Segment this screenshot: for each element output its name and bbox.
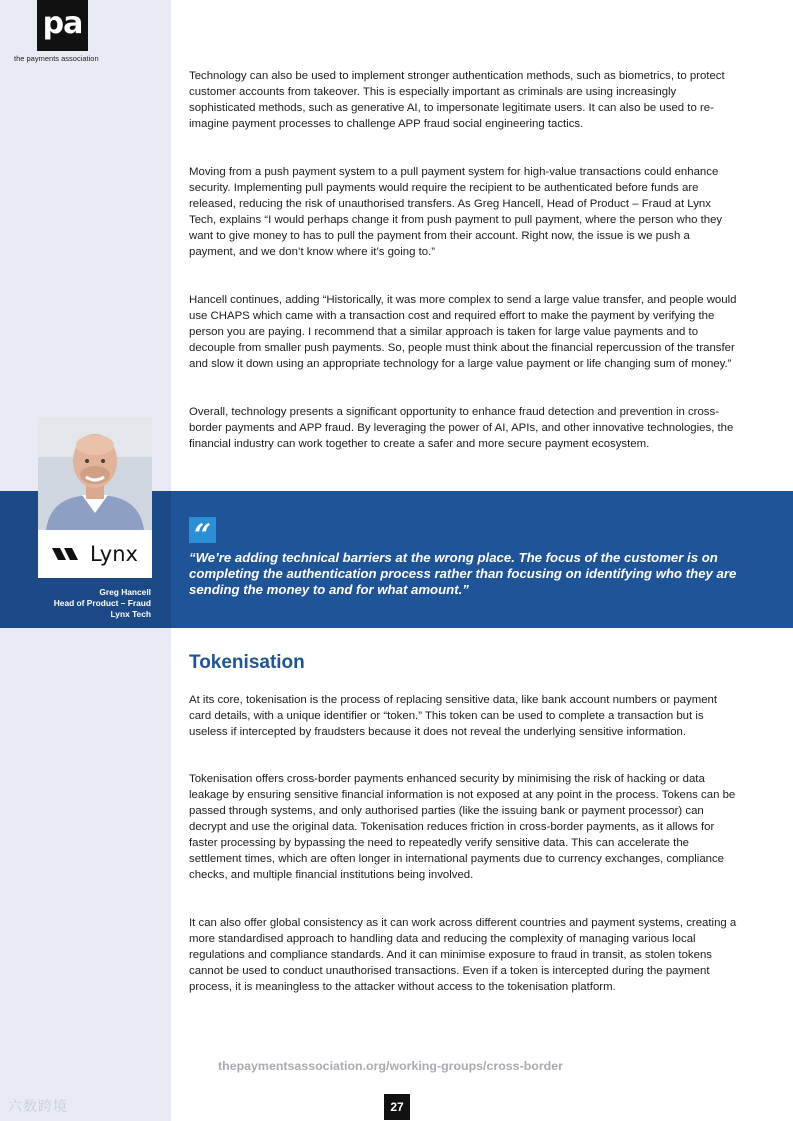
watermark: 六数跨境 <box>8 1099 68 1115</box>
body-paragraph: Overall, technology presents a significant opportunity to enhance fraud detection and prevention in cross-border payments and APP fraud. By leveraging the power of AI, APIs, and other innovative technologies, the financial industry can work together to create a safer and more secure payment ecosystem. <box>189 406 734 450</box>
payments-association-logo: pa <box>37 0 88 51</box>
section-heading: Tokenisation <box>189 652 305 673</box>
lynx-wordmark: Lynx <box>90 542 138 566</box>
quote-mark-icon: “ <box>189 517 216 543</box>
speaker-name: Greg Hancell <box>99 587 151 597</box>
logo-caption: the payments association <box>14 54 99 63</box>
pull-quote-text: “We’re adding technical barriers at the wrong place. The focus of the customer is on completing the authentication process rather than focusing on identifying who they are sending the money to and for what amount.” <box>189 550 737 597</box>
body-paragraph: Hancell continues, adding “Historically, it was more complex to send a large value transfer, and people would use CHAPS which came with a transaction cost and required effort to make the payment by verifying the person you are paying. I recommend that a similar approach is taken for large value payments and to decouple from smaller push payments. So, people must think about the financial repercussion of the transfer and slow it down using an appropriate technology for a large value payment or life changing sum of money.” <box>189 294 737 370</box>
speaker-card <box>38 417 152 578</box>
footer-url-link[interactable]: thepaymentsassociation.org/working-groups/cross-border <box>218 1059 563 1073</box>
body-paragraph: Tokenisation offers cross-border payments enhanced security by minimising the risk of hacking or data leakage by ensuring sensitive financial information is not exposed at any point in the process. Tokens can be passed through systems, and only authorised parties (like the issuing bank or payment processor) can decrypt and use the original data. Tokenisation reduces friction in cross-border payments, as it allows for faster processing by bypassing the need to repeatedly verify sensitive data. This can accelerate the settlement times, which are often longer in international payments due to currency exchanges, compliance checks, and multiple financial institutions being involved. <box>189 773 736 881</box>
speaker-title: Head of Product – Fraud <box>53 598 151 608</box>
body-paragraph: Technology can also be used to implement stronger authentication methods, such as biometrics, to protect customer accounts from takeover. This is especially important as criminals are using increasingly sophisticated methods, such as generative AI, to impersonate legitimate users. It can also be used to re-imagine payment processes to challenge APP fraud social engineering tactics. <box>189 70 725 130</box>
body-paragraph: At its core, tokenisation is the process of replacing sensitive data, like bank account numbers or payment card details, with a unique identifier or “token.” This token can be used to complete a transaction but is useless if intercepted by fraudsters because it does not reveal the underlying sensitive information. <box>189 694 718 738</box>
body-paragraph: It can also offer global consistency as it can work across different countries and payment systems, creating a more standardised approach to handling data and reducing the complexity of managing various local regulations and compliance standards. And it can minimise exposure to fraud in transit, as stolen tokens cannot be used to conduct unauthorised transactions. Even if a token is intercepted during the payment process, it is meaningless to the attacker without access to the tokenisation platform. <box>189 917 737 993</box>
page-number: 27 <box>384 1094 410 1120</box>
speaker-company: Lynx Tech <box>110 609 151 619</box>
lynx-logo <box>38 530 152 578</box>
speaker-photo <box>38 417 152 530</box>
speaker-portrait-illustration <box>38 417 152 530</box>
lynx-mark-icon <box>52 546 82 562</box>
speaker-caption <box>21 587 151 620</box>
body-paragraph: Moving from a push payment system to a pull payment system for high-value transactions could enhance security. Implementing pull payments would require the recipient to be authenticated before funds are released, reducing the risk of unauthorised transfers. As Greg Hancell, Head of Product – Fraud at Lynx Tech, explains “I would perhaps change it from push payment to pull payment, where the person who they want to give money to has to pull the payment from their account. Right now, the issue is we push a payment, and we don’t know where it’s going to.” <box>189 166 723 258</box>
